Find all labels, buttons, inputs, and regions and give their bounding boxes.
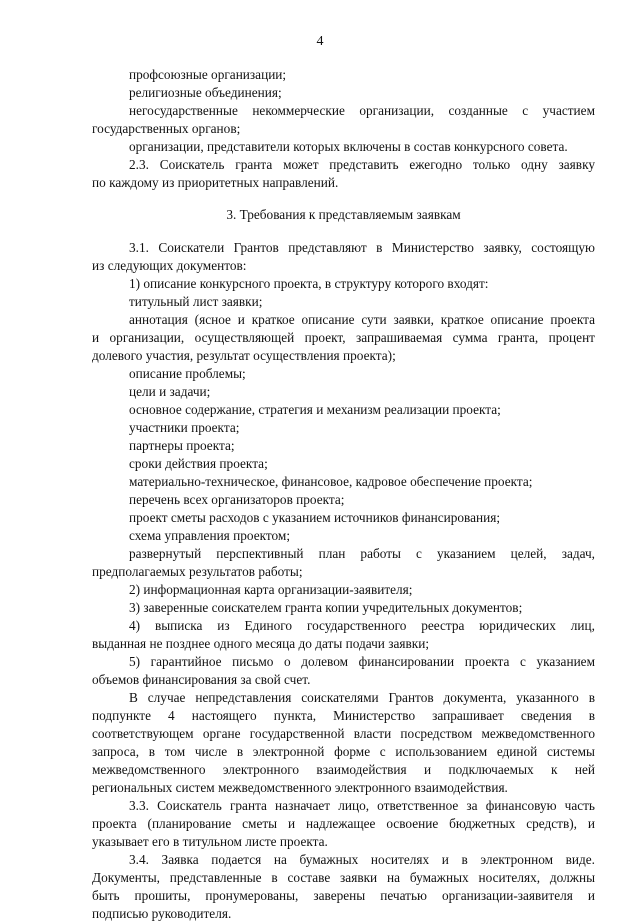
text-line: подписью руководителя. xyxy=(92,906,232,921)
text-line: материально-техническое, финансовое, кадровое обеспечение проекта; xyxy=(129,474,533,489)
text-line: участники проекта; xyxy=(129,420,240,435)
text-line: религиозные объединения; xyxy=(129,85,282,100)
text-line: В случае непредставления соискателями Грантов документа, указанного в xyxy=(129,690,595,705)
section-3-body xyxy=(92,239,595,923)
page-number: 4 xyxy=(316,34,324,49)
text-line: и организации, осуществляющей проект, запрашиваемая сумма гранта, процент xyxy=(92,330,595,345)
text-line: 1) описание конкурсного проекта, в структуру которого входят: xyxy=(129,276,489,291)
spacer xyxy=(92,192,595,206)
text-line: соответствующем органе государственной власти посредством межведомственного xyxy=(92,726,595,741)
text-line: аннотация (ясное и краткое описание сути заявки, краткое описание проекта xyxy=(129,312,595,327)
text-line: развернутый перспективный план работы с указанием целей, задач, xyxy=(129,546,595,561)
text-line: проект сметы расходов с указанием источников финансирования; xyxy=(129,510,501,525)
text-line: из следующих документов: xyxy=(92,258,247,273)
text-line: 2) информационная карта организации-заявителя; xyxy=(129,582,413,597)
text-line: 3.3. Соискатель гранта назначает лицо, ответственное за финансовую часть xyxy=(129,798,595,813)
text-line: сроки действия проекта; xyxy=(129,456,268,471)
text-line: 4) выписка из Единого государственного реестра юридических лиц, xyxy=(129,618,595,633)
text-line: 5) гарантийное письмо о долевом финансировании проекта с указанием xyxy=(129,654,595,669)
text-line: быть прошиты, пронумерованы, заверены печатью организации-заявителя и xyxy=(92,888,595,903)
text-line: 3) заверенные соискателем гранта копии учредительных документов; xyxy=(129,600,523,615)
text-line: региональных систем межведомственного электронного взаимодействия. xyxy=(92,780,508,795)
text-line: перечень всех организаторов проекта; xyxy=(129,492,345,507)
section-heading: 3. Требования к представляемым заявкам xyxy=(226,207,461,222)
text-line: долевого участия, результат осуществления проекта); xyxy=(92,348,396,363)
text-line: подпункте 4 настоящего пункта, Министерство запрашивает сведения в xyxy=(92,708,595,723)
text-line: титульный лист заявки; xyxy=(129,294,263,309)
text-line: профсоюзные организации; xyxy=(129,67,287,82)
text-line: 3.4. Заявка подается на бумажных носителях и в электронном виде. xyxy=(129,852,595,867)
spacer xyxy=(92,224,595,239)
text-line: объемов финансирования за свой счет. xyxy=(92,672,311,687)
text-line: 3.1. Соискатели Грантов представляют в Министерство заявку, состоящую xyxy=(129,240,595,255)
text-line: организации, представители которых включены в состав конкурсного совета. xyxy=(129,139,568,154)
section-2-continuation xyxy=(92,66,595,192)
text-line: выданная не позднее одного месяца до даты подачи заявки; xyxy=(92,636,430,651)
text-line: партнеры проекта; xyxy=(129,438,235,453)
document-body xyxy=(92,66,595,923)
text-line: указывает его в титульном листе проекта. xyxy=(92,834,328,849)
text-line: предполагаемых результатов работы; xyxy=(92,564,303,579)
text-line: описание проблемы; xyxy=(129,366,246,381)
text-line: негосударственные некоммерческие организации, созданные с участием xyxy=(129,103,595,118)
text-line: основное содержание, стратегия и механизм реализации проекта; xyxy=(129,402,501,417)
text-line: по каждому из приоритетных направлений. xyxy=(92,175,339,190)
text-line: государственных органов; xyxy=(92,121,241,136)
text-line: 2.3. Соискатель гранта может представить ежегодно только одну заявку xyxy=(129,157,595,172)
text-line: цели и задачи; xyxy=(129,384,211,399)
text-line: Документы, представленные в составе заявки на бумажных носителях, должны xyxy=(92,870,595,885)
text-line: запроса, в том числе в электронной форме с использованием единой системы xyxy=(92,744,595,759)
text-line: схема управления проектом; xyxy=(129,528,291,543)
text-line: проекта (планирование сметы и надлежащее освоение бюджетных средств), и xyxy=(92,816,595,831)
text-line: межведомственного электронного взаимодействия и подключаемых к ней xyxy=(92,762,595,777)
